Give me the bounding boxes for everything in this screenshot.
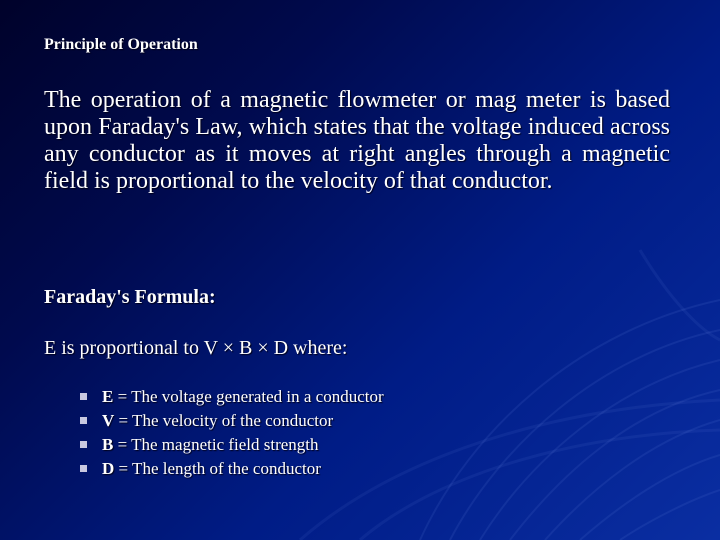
formula-title: Faraday's Formula: (44, 286, 216, 308)
square-bullet-icon (80, 393, 87, 400)
definition-symbol: V (102, 411, 115, 430)
definition-item (80, 433, 384, 457)
definitions-list (80, 385, 384, 481)
definition-symbol: B (102, 435, 114, 454)
square-bullet-icon (80, 441, 87, 448)
formula-statement: E is proportional to V × B × D where: (44, 337, 348, 359)
square-bullet-icon (80, 465, 87, 472)
definition-symbol: E (102, 387, 114, 406)
definition-text: = The voltage generated in a conductor (113, 387, 384, 406)
slide-heading: Principle of Operation (44, 36, 198, 53)
intro-paragraph: The operation of a magnetic flowmeter or mag meter is based upon Faraday's Law, which states that the voltage induced across any conductor as it moves at right angles through a magnetic field is proportional to the velocity of that conductor. (44, 87, 670, 194)
definition-text: = The magnetic field strength (113, 435, 319, 454)
definition-item (80, 457, 384, 481)
square-bullet-icon (80, 417, 87, 424)
definition-item (80, 385, 384, 409)
definition-text: = The length of the conductor (114, 459, 321, 478)
definition-item (80, 409, 384, 433)
definition-symbol: D (102, 459, 115, 478)
definition-text: = The velocity of the conductor (114, 411, 334, 430)
